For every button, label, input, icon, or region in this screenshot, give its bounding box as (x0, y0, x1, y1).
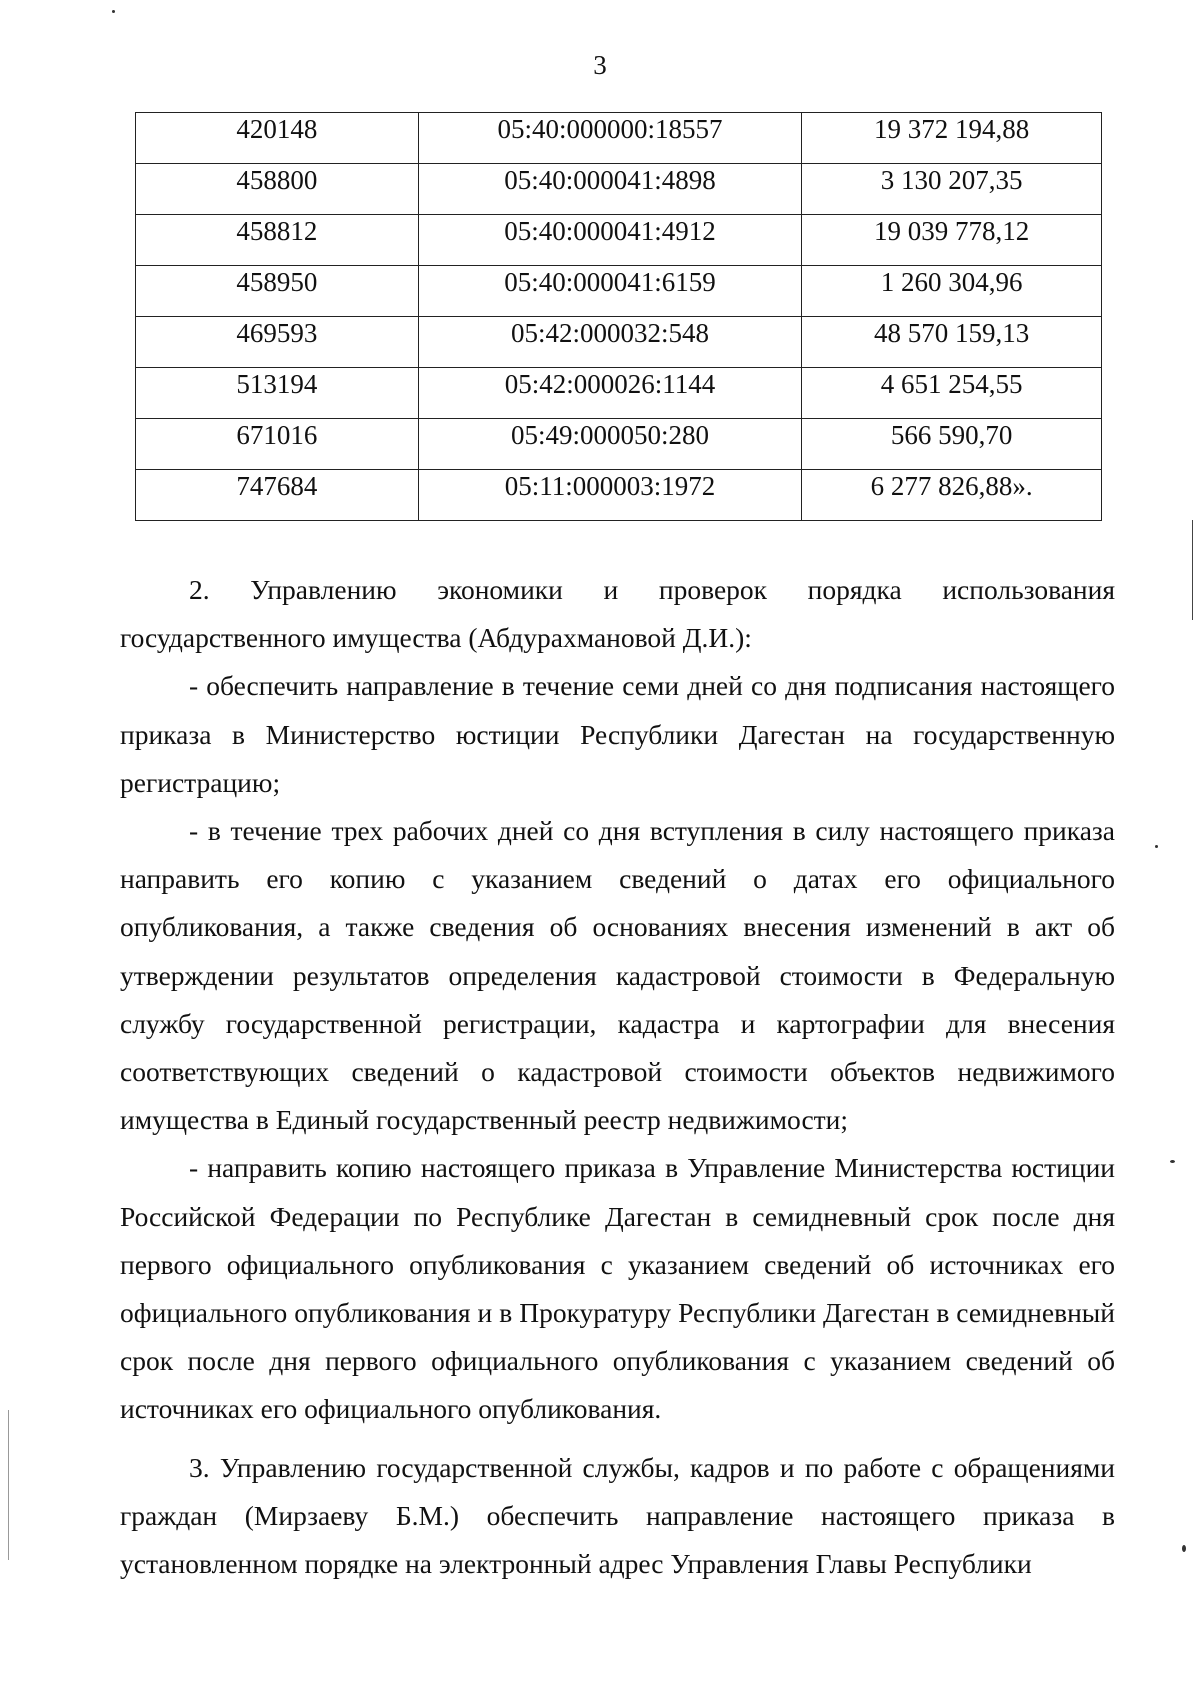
table-row (136, 266, 1102, 317)
scan-edge-line (1192, 520, 1193, 620)
scan-speck (112, 10, 115, 13)
table-cell-cadastral-value: 19 039 778,12 (802, 215, 1102, 266)
table-row (136, 164, 1102, 215)
paragraph-federal-service: - в течение трех рабочих дней со дня вступления в силу настоящего приказа направить его копию с указанием сведений о датах его официального опубликования, а также сведения об основаниях внесения изменений в акт об утверждении результатов определения кадастровой стоимости в Федеральную службу государственной регистрации, кадастра и картографии для внесения соответствующих сведений о кадастровой стоимости объектов недвижимого имущества в Единый государственный реестр недвижимости; (120, 815, 1115, 1136)
table-cell-cadastral-value: 566 590,70 (802, 419, 1102, 470)
table-row (136, 317, 1102, 368)
table-cell-cadastral-number: 05:40:000041:4912 (418, 215, 802, 266)
table-cell-object-id: 420148 (136, 113, 419, 164)
scan-speck (1182, 1545, 1186, 1552)
paragraph-item-2: 2. Управлению экономики и проверок порядка использования государственного имущества (Абдурахмановой Д.И.): (120, 574, 1115, 654)
table-cell-cadastral-value: 6 277 826,88». (802, 470, 1102, 521)
scan-edge-line (8, 1410, 9, 1560)
table-cell-object-id: 469593 (136, 317, 419, 368)
table-cell-cadastral-number: 05:11:000003:1972 (418, 470, 802, 521)
table-cell-cadastral-value: 1 260 304,96 (802, 266, 1102, 317)
table-cell-cadastral-value: 48 570 159,13 (802, 317, 1102, 368)
cadastral-value-table (135, 112, 1102, 521)
paragraph-state-registration: - обеспечить направление в течение семи дней со дня подписания настоящего приказа в Министерство юстиции Республики Дагестан на государственную регистрацию; (120, 670, 1115, 798)
table-cell-cadastral-number: 05:40:000041:4898 (418, 164, 802, 215)
table-row (136, 215, 1102, 266)
table-cell-object-id: 671016 (136, 419, 419, 470)
table-cell-cadastral-number: 05:49:000050:280 (418, 419, 802, 470)
paragraph-ministry-copy: - направить копию настоящего приказа в Управление Министерства юстиции Российской Федерации по Республике Дагестан в семидневный срок после дня первого официального опубликования с указанием сведений об источниках его официального опубликования и в Прокуратуру Республики Дагестан в семидневный срок после дня первого официального опубликования с указанием сведений об источниках его официального опубликования. (120, 1152, 1115, 1425)
table-cell-cadastral-number: 05:42:000026:1144 (418, 368, 802, 419)
table-cell-cadastral-number: 05:42:000032:548 (418, 317, 802, 368)
table-row (136, 368, 1102, 419)
table-cell-object-id: 458812 (136, 215, 419, 266)
table-row (136, 113, 1102, 164)
table-cell-object-id: 458800 (136, 164, 419, 215)
table-cell-object-id: 747684 (136, 470, 419, 521)
table-cell-cadastral-value: 3 130 207,35 (802, 164, 1102, 215)
document-body (120, 566, 1115, 1588)
table-row (136, 419, 1102, 470)
table-cell-cadastral-value: 19 372 194,88 (802, 113, 1102, 164)
scan-speck (1170, 1160, 1175, 1163)
table-cell-cadastral-number: 05:40:000041:6159 (418, 266, 802, 317)
paragraph-spacer (120, 1434, 1115, 1444)
table-cell-cadastral-number: 05:40:000000:18557 (418, 113, 802, 164)
table-cell-object-id: 458950 (136, 266, 419, 317)
table-row (136, 470, 1102, 521)
scan-speck (1155, 845, 1158, 848)
table-cell-cadastral-value: 4 651 254,55 (802, 368, 1102, 419)
page-number: 3 (593, 50, 607, 80)
paragraph-item-3: 3. Управлению государственной службы, кадров и по работе с обращениями граждан (Мирзаеву Б.М.) обеспечить направление настоящего приказа в установленном порядке на электронный адрес Управления Главы Республики (120, 1451, 1115, 1580)
table-cell-object-id: 513194 (136, 368, 419, 419)
